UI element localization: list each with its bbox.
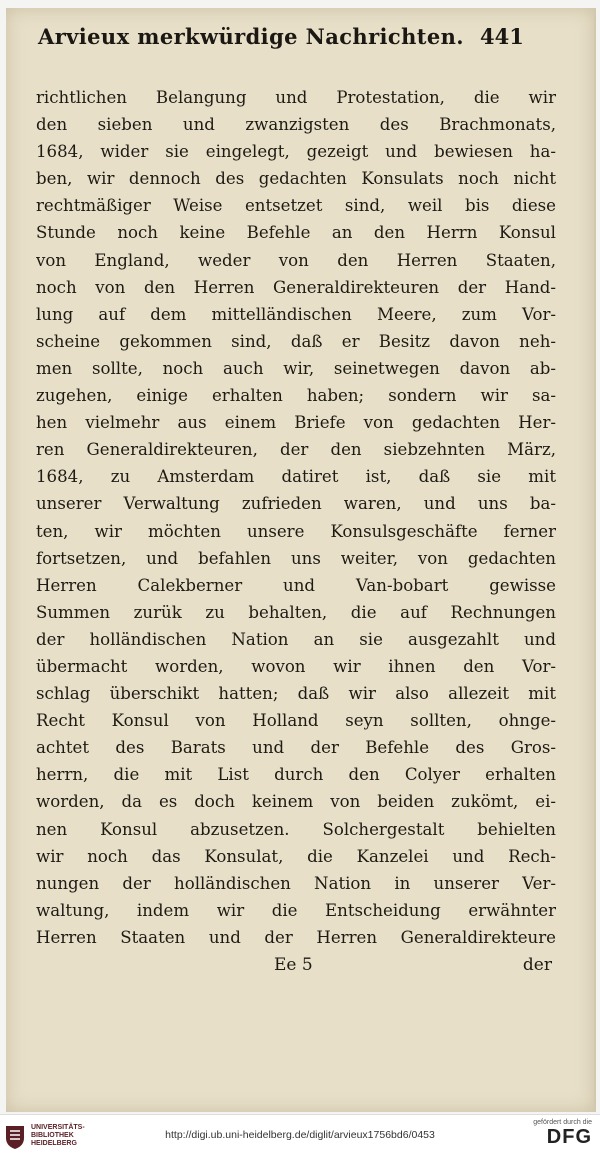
text-line: herrn, die mit List durch den Colyer erhalten	[36, 765, 556, 785]
text-line: Summen zurük zu behalten, die auf Rechnungen	[36, 602, 556, 622]
text-line: der holländischen Nation an sie ausgezahlt und	[36, 629, 556, 649]
page-number: 441	[480, 24, 524, 49]
text-line: wir noch das Konsulat, die Kanzelei und Rech-	[36, 846, 556, 866]
text-line: nen Konsul abzusetzen. Solchergestalt behielten	[36, 819, 556, 839]
funder-caption: gefördert durch die	[533, 1119, 592, 1126]
text-line: Herren Staaten und der Herren Generaldirekteure	[36, 927, 556, 947]
library-name-line: BIBLIOTHEK	[31, 1132, 74, 1139]
text-line: unserer Verwaltung zufrieden waren, und uns ba-	[36, 494, 556, 514]
running-title: Arvieux merkwürdige Nachrichten.	[38, 24, 465, 49]
text-line: Stunde noch keine Befehle an den Herrn Konsul	[36, 223, 556, 243]
body-text	[36, 84, 556, 951]
text-line: worden, da es doch keinem von beiden zukömt, ei-	[36, 792, 556, 812]
text-line: übermacht worden, wovon wir ihnen den Vor-	[36, 656, 556, 676]
text-line: ben, wir dennoch des gedachten Konsulats noch nicht	[36, 169, 556, 189]
text-line: hen vielmehr aus einem Briefe von gedachten Her-	[36, 413, 556, 433]
text-line: ren Generaldirekteuren, der den siebzehnten März,	[36, 440, 556, 460]
text-line: scheine gekommen sind, daß er Besitz davon neh-	[36, 331, 556, 351]
text-line: men sollte, noch auch wir, seinetwegen davon ab-	[36, 358, 556, 378]
text-line: 1684, wider sie eingelegt, gezeigt und bewiesen ha-	[36, 142, 556, 162]
scanned-page	[6, 8, 596, 1112]
funder-logo[interactable]	[533, 1119, 592, 1148]
signature-mark: Ee 5	[274, 955, 313, 975]
text-line: rechtmäßiger Weise entsetzet sind, weil bis diese	[36, 196, 556, 216]
running-head	[36, 24, 556, 68]
text-line: fortsetzen, und befahlen uns weiter, von gedachten	[36, 548, 556, 568]
text-line: richtlichen Belangung und Protestation, die wir	[36, 88, 556, 107]
page-content	[36, 24, 556, 985]
text-line: schlag überschikt hatten; daß wir also allezeit mit	[36, 684, 556, 704]
page-foot	[36, 953, 556, 985]
text-line: ten, wir möchten unsere Konsulsgeschäfte ferner	[36, 521, 556, 541]
dfg-logo: DFG	[546, 1126, 592, 1148]
text-line: Herren Calekberner und Van-bobart gewisse	[36, 575, 556, 595]
catchword: der	[522, 955, 552, 975]
text-line: noch von den Herren Generaldirekteuren der Hand-	[36, 277, 556, 297]
viewer-footer	[0, 1114, 600, 1157]
text-line: Recht Konsul von Holland seyn sollten, ohnge-	[36, 711, 556, 731]
text-line: lung auf dem mittelländischen Meere, zum Vor-	[36, 304, 556, 324]
text-line: waltung, indem wir die Entscheidung erwähnter	[36, 900, 556, 920]
text-line: von England, weder von den Herren Staaten,	[36, 250, 556, 270]
text-line: zugehen, einige erhalten haben; sondern wir sa-	[36, 386, 556, 406]
text-line: nungen der holländischen Nation in unserer Ver-	[36, 873, 556, 893]
text-line: achtet des Barats und der Befehle des Gros-	[36, 738, 556, 758]
text-line: 1684, zu Amsterdam datiret ist, daß sie mit	[36, 467, 556, 487]
library-name-line: UNIVERSITÄTS-	[31, 1124, 85, 1131]
library-name-line: HEIDELBERG	[31, 1140, 77, 1147]
text-line: den sieben und zwanzigsten des Brachmonats,	[36, 115, 556, 135]
permalink-url[interactable]: http://digi.ub.uni-heidelberg.de/diglit/arvieux1756bd6/0453	[165, 1129, 435, 1141]
